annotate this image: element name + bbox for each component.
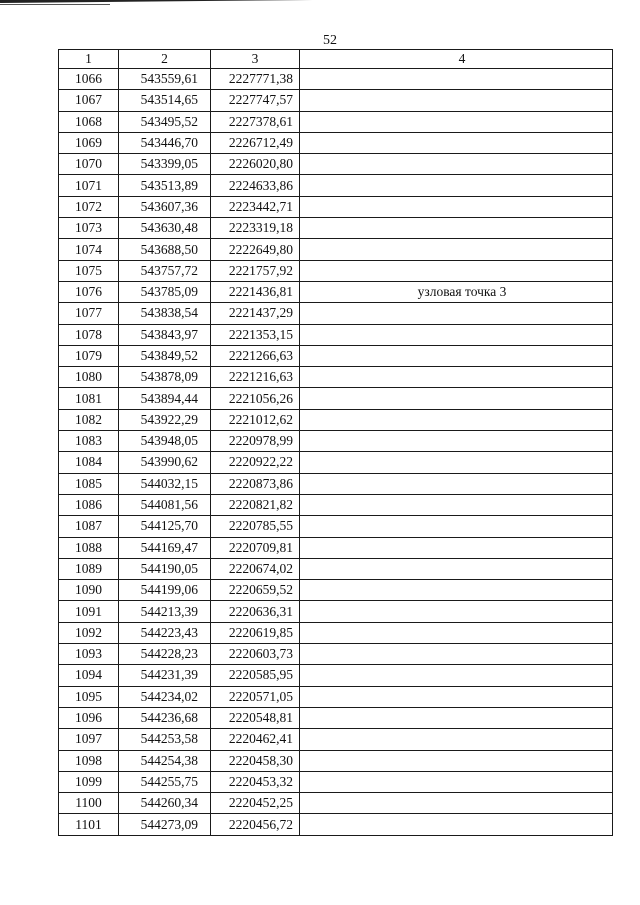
point-number-cell: 1077: [59, 303, 119, 324]
point-number-cell: 1099: [59, 771, 119, 792]
x-coordinate-cell: 544254,38: [119, 750, 211, 771]
y-coordinate-cell: 2227771,38: [211, 69, 300, 90]
x-coordinate-cell: 543495,52: [119, 111, 211, 132]
note-cell: [300, 665, 613, 686]
table-row: [59, 111, 613, 132]
x-coordinate-cell: 544223,43: [119, 622, 211, 643]
table-row: [59, 516, 613, 537]
x-coordinate-cell: 543513,89: [119, 175, 211, 196]
note-cell: [300, 324, 613, 345]
point-number-cell: 1089: [59, 558, 119, 579]
note-cell: [300, 537, 613, 558]
column-header-1: 1: [59, 50, 119, 69]
point-number-cell: 1087: [59, 516, 119, 537]
note-cell: [300, 260, 613, 281]
note-cell: [300, 814, 613, 835]
point-number-cell: 1096: [59, 707, 119, 728]
x-coordinate-cell: 544234,02: [119, 686, 211, 707]
point-number-cell: 1088: [59, 537, 119, 558]
y-coordinate-cell: 2227747,57: [211, 90, 300, 111]
note-cell: [300, 729, 613, 750]
point-number-cell: 1092: [59, 622, 119, 643]
note-cell: [300, 558, 613, 579]
y-coordinate-cell: 2220458,30: [211, 750, 300, 771]
point-number-cell: 1071: [59, 175, 119, 196]
x-coordinate-cell: 543838,54: [119, 303, 211, 324]
note-cell: [300, 111, 613, 132]
x-coordinate-cell: 543688,50: [119, 239, 211, 260]
point-number-cell: 1081: [59, 388, 119, 409]
point-number-cell: 1080: [59, 367, 119, 388]
page-number: 52: [323, 33, 337, 48]
y-coordinate-cell: 2220456,72: [211, 814, 300, 835]
y-coordinate-cell: 2223442,71: [211, 196, 300, 217]
y-coordinate-cell: 2226712,49: [211, 132, 300, 153]
note-cell: [300, 409, 613, 430]
note-cell: [300, 516, 613, 537]
table-header-row: [59, 50, 613, 69]
y-coordinate-cell: 2220453,32: [211, 771, 300, 792]
y-coordinate-cell: 2221266,63: [211, 345, 300, 366]
y-coordinate-cell: 2221757,92: [211, 260, 300, 281]
x-coordinate-cell: 544228,23: [119, 644, 211, 665]
x-coordinate-cell: 544231,39: [119, 665, 211, 686]
y-coordinate-cell: 2221353,15: [211, 324, 300, 345]
column-header-2: 2: [119, 50, 211, 69]
note-cell: [300, 452, 613, 473]
table-row: [59, 686, 613, 707]
point-number-cell: 1078: [59, 324, 119, 345]
table-row: [59, 814, 613, 835]
y-coordinate-cell: 2220978,99: [211, 431, 300, 452]
table-row: [59, 154, 613, 175]
point-number-cell: 1090: [59, 580, 119, 601]
table-row: [59, 175, 613, 196]
table-row: [59, 90, 613, 111]
x-coordinate-cell: 544273,09: [119, 814, 211, 835]
table-row: [59, 69, 613, 90]
x-coordinate-cell: 544199,06: [119, 580, 211, 601]
note-cell: [300, 494, 613, 515]
point-number-cell: 1070: [59, 154, 119, 175]
point-number-cell: 1073: [59, 218, 119, 239]
x-coordinate-cell: 543948,05: [119, 431, 211, 452]
y-coordinate-cell: 2220709,81: [211, 537, 300, 558]
y-coordinate-cell: 2224633,86: [211, 175, 300, 196]
note-cell: [300, 580, 613, 601]
table-row: [59, 750, 613, 771]
y-coordinate-cell: 2227378,61: [211, 111, 300, 132]
table-row: [59, 367, 613, 388]
note-cell: [300, 175, 613, 196]
x-coordinate-cell: 543446,70: [119, 132, 211, 153]
x-coordinate-cell: 544169,47: [119, 537, 211, 558]
note-cell: [300, 622, 613, 643]
table-row: [59, 218, 613, 239]
point-number-cell: 1082: [59, 409, 119, 430]
point-number-cell: 1069: [59, 132, 119, 153]
y-coordinate-cell: 2221056,26: [211, 388, 300, 409]
x-coordinate-cell: 544125,70: [119, 516, 211, 537]
table-row: [59, 622, 613, 643]
x-coordinate-cell: 543607,36: [119, 196, 211, 217]
note-cell: [300, 771, 613, 792]
point-number-cell: 1075: [59, 260, 119, 281]
note-cell: [300, 69, 613, 90]
table-row: [59, 132, 613, 153]
table-row: [59, 239, 613, 260]
x-coordinate-cell: 543894,44: [119, 388, 211, 409]
note-cell: [300, 218, 613, 239]
x-coordinate-cell: 544255,75: [119, 771, 211, 792]
y-coordinate-cell: 2221012,62: [211, 409, 300, 430]
x-coordinate-cell: 544213,39: [119, 601, 211, 622]
note-cell: [300, 644, 613, 665]
table-row: [59, 281, 613, 302]
x-coordinate-cell: 543757,72: [119, 260, 211, 281]
table-row: [59, 707, 613, 728]
table-row: [59, 665, 613, 686]
note-cell: [300, 303, 613, 324]
table-row: [59, 431, 613, 452]
x-coordinate-cell: 543843,97: [119, 324, 211, 345]
table-row: [59, 601, 613, 622]
note-cell: [300, 686, 613, 707]
y-coordinate-cell: 2220548,81: [211, 707, 300, 728]
point-number-cell: 1085: [59, 473, 119, 494]
scan-edge-mark: [0, 0, 336, 3]
y-coordinate-cell: 2220821,82: [211, 494, 300, 515]
table-row: [59, 452, 613, 473]
table-row: [59, 409, 613, 430]
x-coordinate-cell: 544190,05: [119, 558, 211, 579]
y-coordinate-cell: 2220785,55: [211, 516, 300, 537]
table-row: [59, 537, 613, 558]
point-number-cell: 1066: [59, 69, 119, 90]
note-cell: [300, 388, 613, 409]
x-coordinate-cell: 543878,09: [119, 367, 211, 388]
table-body: [59, 50, 613, 836]
y-coordinate-cell: 2220659,52: [211, 580, 300, 601]
note-cell: [300, 239, 613, 260]
column-header-3: 3: [211, 50, 300, 69]
point-number-cell: 1079: [59, 345, 119, 366]
note-cell: [300, 90, 613, 111]
point-number-cell: 1074: [59, 239, 119, 260]
point-number-cell: 1072: [59, 196, 119, 217]
table-row: [59, 793, 613, 814]
note-cell: [300, 345, 613, 366]
y-coordinate-cell: 2220603,73: [211, 644, 300, 665]
y-coordinate-cell: 2220636,31: [211, 601, 300, 622]
table-row: [59, 644, 613, 665]
x-coordinate-cell: 544236,68: [119, 707, 211, 728]
point-number-cell: 1091: [59, 601, 119, 622]
table-row: [59, 388, 613, 409]
coordinates-table: [58, 49, 613, 836]
point-number-cell: 1101: [59, 814, 119, 835]
x-coordinate-cell: 544032,15: [119, 473, 211, 494]
y-coordinate-cell: 2226020,80: [211, 154, 300, 175]
table-row: [59, 729, 613, 750]
y-coordinate-cell: 2222649,80: [211, 239, 300, 260]
note-cell: [300, 367, 613, 388]
y-coordinate-cell: 2221436,81: [211, 281, 300, 302]
table-row: [59, 558, 613, 579]
point-number-cell: 1068: [59, 111, 119, 132]
table-row: [59, 473, 613, 494]
point-number-cell: 1076: [59, 281, 119, 302]
table-row: [59, 494, 613, 515]
x-coordinate-cell: 543399,05: [119, 154, 211, 175]
y-coordinate-cell: 2220922,22: [211, 452, 300, 473]
x-coordinate-cell: 544081,56: [119, 494, 211, 515]
y-coordinate-cell: 2220585,95: [211, 665, 300, 686]
y-coordinate-cell: 2220619,85: [211, 622, 300, 643]
x-coordinate-cell: 544260,34: [119, 793, 211, 814]
y-coordinate-cell: 2220873,86: [211, 473, 300, 494]
note-cell: [300, 707, 613, 728]
point-number-cell: 1094: [59, 665, 119, 686]
y-coordinate-cell: 2220462,41: [211, 729, 300, 750]
table-row: [59, 580, 613, 601]
point-number-cell: 1097: [59, 729, 119, 750]
x-coordinate-cell: 543514,65: [119, 90, 211, 111]
point-number-cell: 1100: [59, 793, 119, 814]
point-number-cell: 1067: [59, 90, 119, 111]
note-cell: [300, 473, 613, 494]
table-row: [59, 260, 613, 281]
y-coordinate-cell: 2220452,25: [211, 793, 300, 814]
note-cell: [300, 154, 613, 175]
note-cell: [300, 132, 613, 153]
note-cell: [300, 601, 613, 622]
scan-edge-line: [0, 4, 110, 5]
note-cell: [300, 750, 613, 771]
note-cell: [300, 793, 613, 814]
point-number-cell: 1084: [59, 452, 119, 473]
table-row: [59, 196, 613, 217]
note-cell: [300, 431, 613, 452]
table-row: [59, 324, 613, 345]
y-coordinate-cell: 2223319,18: [211, 218, 300, 239]
x-coordinate-cell: 543990,62: [119, 452, 211, 473]
column-header-4: 4: [300, 50, 613, 69]
x-coordinate-cell: 543630,48: [119, 218, 211, 239]
x-coordinate-cell: 544253,58: [119, 729, 211, 750]
point-number-cell: 1083: [59, 431, 119, 452]
x-coordinate-cell: 543785,09: [119, 281, 211, 302]
point-number-cell: 1098: [59, 750, 119, 771]
x-coordinate-cell: 543922,29: [119, 409, 211, 430]
y-coordinate-cell: 2220674,02: [211, 558, 300, 579]
point-number-cell: 1086: [59, 494, 119, 515]
y-coordinate-cell: 2221216,63: [211, 367, 300, 388]
point-number-cell: 1095: [59, 686, 119, 707]
point-number-cell: 1093: [59, 644, 119, 665]
y-coordinate-cell: 2221437,29: [211, 303, 300, 324]
note-cell: [300, 196, 613, 217]
note-cell: узловая точка 3: [300, 281, 613, 302]
x-coordinate-cell: 543559,61: [119, 69, 211, 90]
y-coordinate-cell: 2220571,05: [211, 686, 300, 707]
x-coordinate-cell: 543849,52: [119, 345, 211, 366]
table-row: [59, 345, 613, 366]
table-row: [59, 771, 613, 792]
table-row: [59, 303, 613, 324]
